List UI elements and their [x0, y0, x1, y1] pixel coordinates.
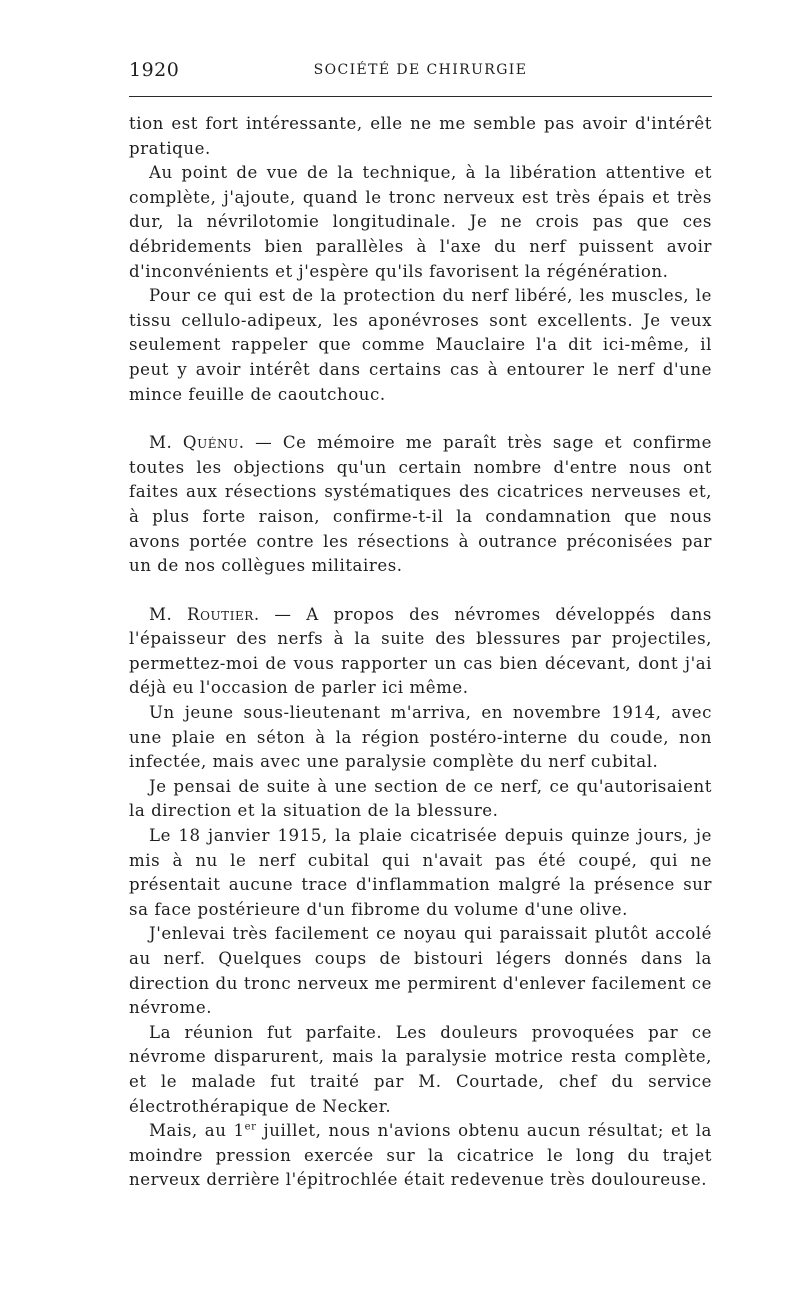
paragraph: J'enlevai très facilement ce noyau qui paraissait plutôt accolé au nerf. Quelques coups de bistouri légers donnés dans la direction du tronc nerveux me permirent d'enlever facilement ce névrome. [129, 924, 712, 1018]
speaker-name: M. Routier. [149, 604, 260, 624]
running-title: SOCIÉTÉ DE CHIRURGIE [313, 62, 528, 78]
paragraph: tion est fort intéressante, elle ne me semble pas avoir d'intérêt pratique. [129, 114, 712, 158]
body-text [129, 112, 712, 1193]
paragraph-quenu [129, 431, 712, 579]
paragraph-routier [129, 603, 712, 701]
ordinal-superscript: er [244, 1121, 257, 1133]
paragraph: Au point de vue de la technique, à la libération attentive et complète, j'ajoute, quand le tronc nerveux est très épais et très dur, la névrilotomie longitudinale. Je ne crois pas que ces débridements bien parallèles à l'axe du nerf puissent avoir d'inconvénients et j'espère qu'ils favorisent la régénération. [129, 163, 712, 281]
paragraph-text: Mais, au 1 [149, 1121, 245, 1141]
paragraph-text: — Ce mémoire me paraît très sage et confirme toutes les objections qu'un certain nombre d'entre nous ont faites aux résections systématiques des cicatrices nerveuses et, à plus forte raison, confirme-t-il la condamnation que nous avons portée contre les résections à outrance préconisées par un de nos collègues militaires. [129, 433, 713, 576]
page-header [129, 55, 712, 87]
document-page [129, 55, 713, 1190]
paragraph: Pour ce qui est de la protection du nerf libéré, les muscles, le tissu cellulo-adipeux, les aponévroses sont excellents. Je veux seulement rappeler que comme Mauclaire l'a dit ici-même, il peut y avoir intérêt dans certains cas à entourer le nerf d'une mince feuille de caoutchouc. [129, 286, 712, 404]
paragraph-text: juillet, nous n'avions obtenu aucun résultat; et la moindre pression exercée sur la cicatrice le long du trajet nerveux derrière l'épitrochlée était redevenue très douloureuse. [129, 1121, 712, 1190]
speaker-name: M. Quénu. [149, 433, 245, 453]
page-number: 1920 [129, 59, 180, 81]
paragraph: Le 18 janvier 1915, la plaie cicatrisée depuis quinze jours, je mis à nu le nerf cubital qui n'avait pas été coupé, qui ne présentait aucune trace d'inflammation malgré la présence sur sa face postérieure d'un fibrome du volume d'une olive. [129, 826, 712, 919]
paragraph: Un jeune sous-lieutenant m'arriva, en novembre 1914, avec une plaie en séton à la région postéro-interne du coude, non infectée, mais avec une paralysie complète du nerf cubital. [129, 703, 712, 772]
paragraph: Je pensai de suite à une section de ce nerf, ce qu'autorisaient la direction et la situation de la blessure. [129, 776, 712, 821]
paragraph: La réunion fut parfaite. Les douleurs provoquées par ce névrome disparurent, mais la paralysie motrice resta complète, et le malade fut traité par M. Courtade, chef du service électrothérapique de Necker. [129, 1022, 712, 1116]
paragraph [129, 1119, 712, 1193]
header-rule [129, 96, 712, 97]
paragraph-text: — A propos des névromes développés dans l'épaisseur des nerfs à la suite des blessures par projectiles, permettez-moi de vous rapporter un cas bien décevant, dont j'ai déjà eu l'occasion de parler ici même. [129, 604, 712, 698]
